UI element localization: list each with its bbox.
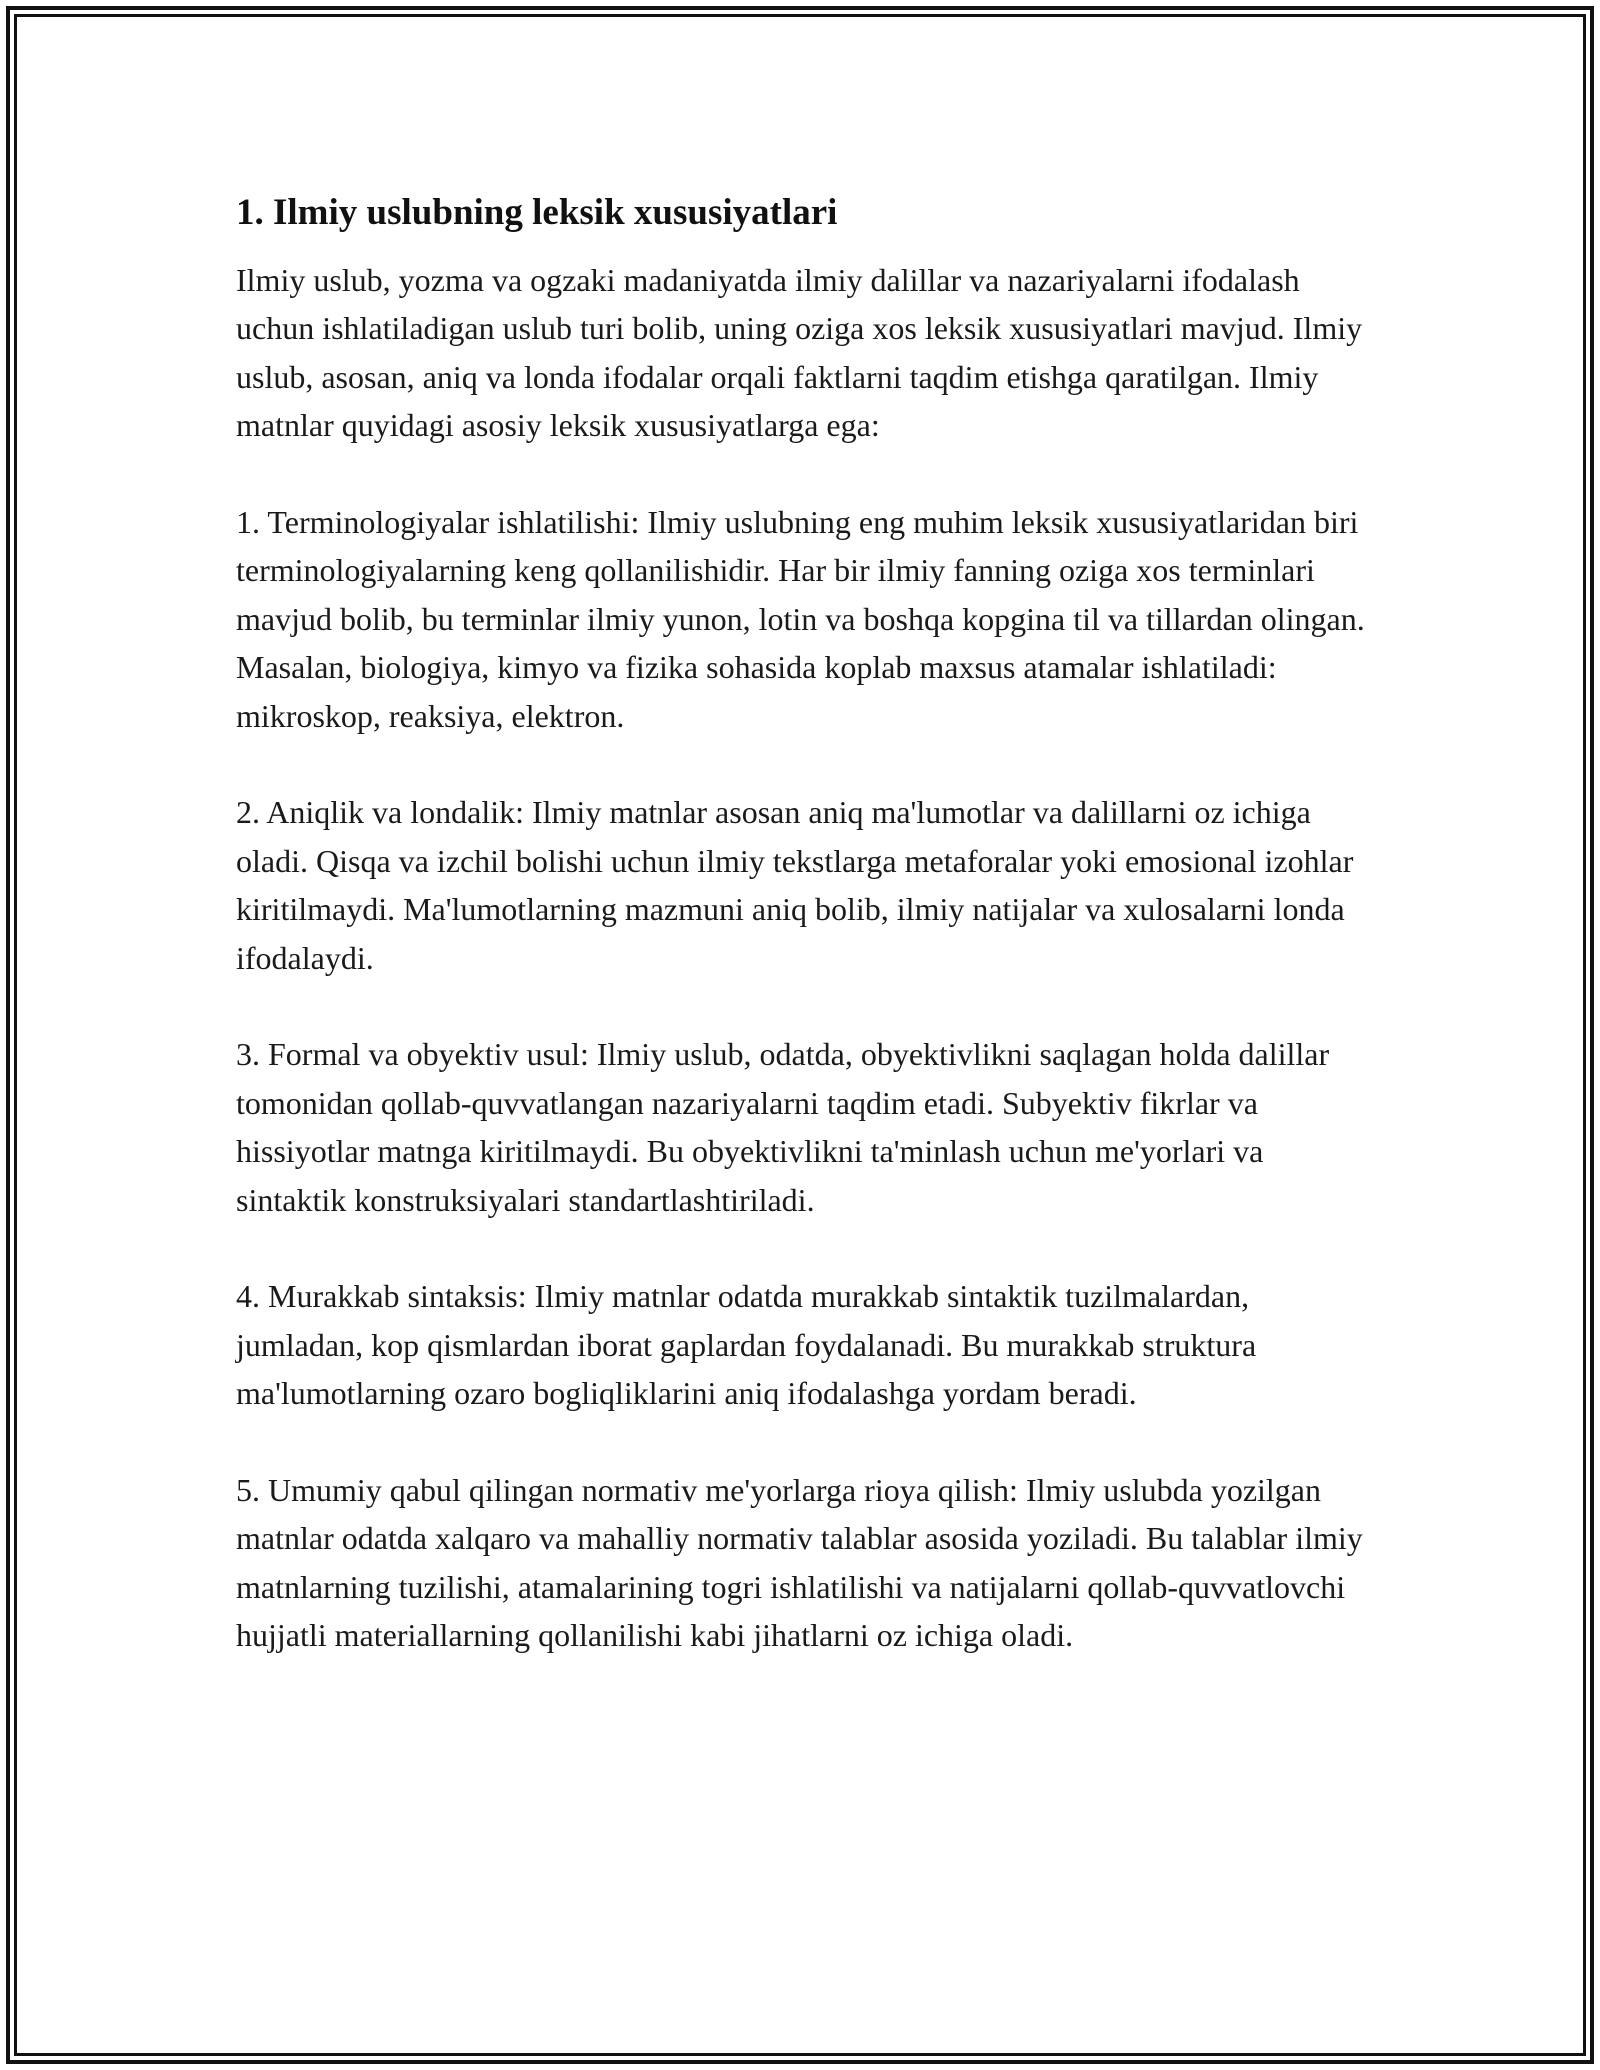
intro-paragraph: Ilmiy uslub, yozma va ogzaki madaniyatda ilmiy dalillar va nazariyalarni ifodalash uchun ishlatiladigan uslub turi bolib, uning oziga xos leksik xususiyatlari mavjud. Ilmiy uslub, asosan, aniq va londa ifodalar orqali faktlarni taqdim etishga qaratilgan. Ilmiy matnlar quyidagi asosiy leksik xususiyatlarga ega: <box>236 262 1363 444</box>
paragraph-terminology: 1. Terminologiyalar ishlatilishi: Ilmiy uslubning eng muhim leksik xususiyatlaridan biri terminologiyalarning keng qollanilishidir. Har bir ilmiy fanning oziga xos terminlari mavjud bolib, bu terminlar ilmiy yunon, lotin va boshqa kopgina til va tillardan olingan. Masalan, biologiya, kimyo va fizika sohasida koplab maxsus atamalar ishlatiladi: mikroskop, reaksiya, elektron. <box>236 504 1365 734</box>
paragraph-normative-standards: 5. Umumiy qabul qilingan normativ me'yorlarga rioya qilish: Ilmiy uslubda yozilgan matnlar odatda xalqaro va mahalliy normativ talablar asosida yoziladi. Bu talablar ilmiy matnlarning tuzilishi, atamalarining togri ishlatilishi va natijalarni qollab-quvvatlovchi hujjatli materiallarning qollanilishi kabi jihatlarni oz ichiga oladi. <box>236 1472 1363 1654</box>
paragraph-formal-objective: 3. Formal va obyektiv usul: Ilmiy uslub, odatda, obyektivlikni saqlagan holda dalillar tomonidan qollab-quvvatlangan nazariyalarni taqdim etadi. Subyektiv fikrlar va hissiyotlar matnga kiritilmaydi. Bu obyektivlikni ta'minlash uchun me'yorlari va sintaktik konstruksiyalari standartlashtiriladi. <box>236 1036 1330 1218</box>
document-title: 1. Ilmiy uslubning leksik xususiyatlari <box>236 192 838 233</box>
document-body <box>236 186 1366 1660</box>
paragraph-complex-syntax: 4. Murakkab sintaksis: Ilmiy matnlar odatda murakkab sintaktik tuzilmalardan, jumladan, kop qismlardan iborat gaplardan foydalanadi. Bu murakkab struktura ma'lumotlarning ozaro bogliqliklarini aniq ifodalashga yordam beradi. <box>236 1278 1257 1412</box>
paragraph-precision: 2. Aniqlik va londalik: Ilmiy matnlar asosan aniq ma'lumotlar va dalillarni oz ichiga oladi. Qisqa va izchil bolishi uchun ilmiy tekstlarga metaforalar yoki emosional izohlar kiritilmaydi. Ma'lumotlarning mazmuni aniq bolib, ilmiy natijalar va xulosalarni londa ifodalaydi. <box>236 794 1354 976</box>
